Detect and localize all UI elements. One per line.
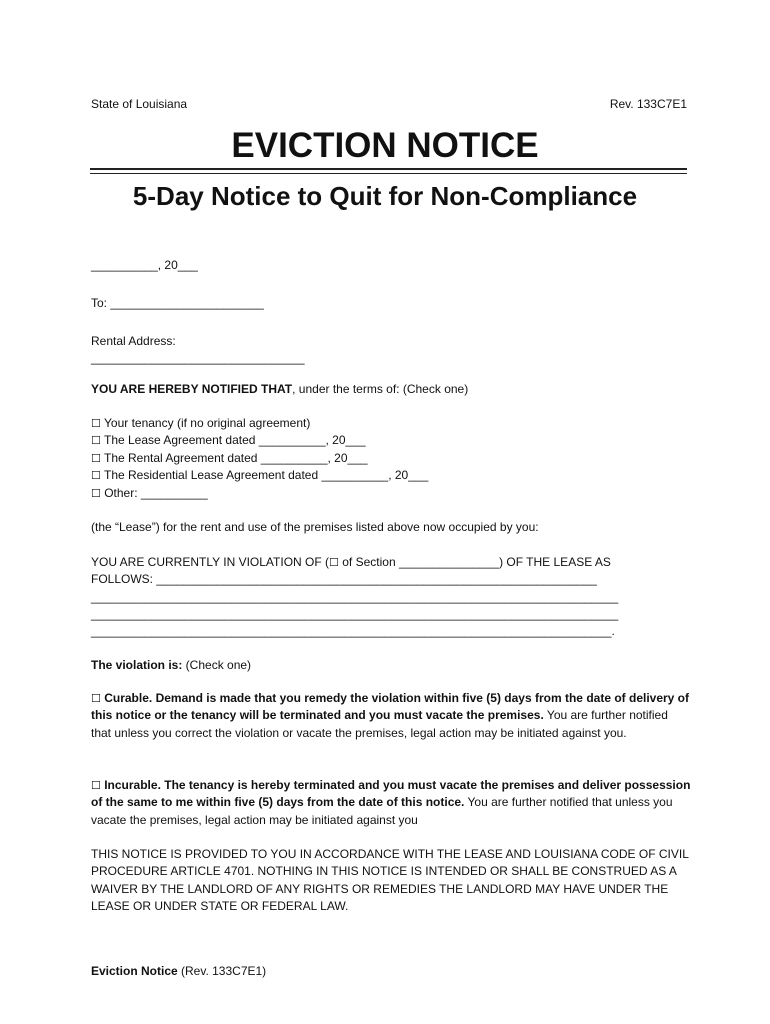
rental-address-blank: ________________________________	[91, 351, 305, 365]
incurable-option	[91, 777, 691, 829]
title-rule-thick	[90, 168, 687, 170]
checkbox-icon[interactable]: ☐	[91, 452, 101, 465]
recipient-line: To: _______________________	[91, 296, 264, 310]
date-line: __________, 20___	[91, 258, 198, 272]
checkbox-icon[interactable]: ☐	[91, 779, 101, 792]
option-label: Other: __________	[104, 486, 208, 500]
checkbox-icon[interactable]: ☐	[91, 434, 101, 447]
incurable-bold: Incurable. The tenancy is hereby terminated and you must vacate the premises and deliver possession of the same to me within five (5) days from the date of this notice.	[91, 778, 691, 810]
checkbox-icon[interactable]: ☐	[91, 692, 101, 705]
checkbox-icon[interactable]: ☐	[329, 556, 339, 569]
option-label: The Rental Agreement dated __________, 20___	[104, 451, 368, 465]
checkbox-icon[interactable]: ☐	[91, 417, 101, 430]
violation-line-4: _______________________________________________________________________________	[91, 607, 619, 621]
rental-address-label: Rental Address:	[91, 334, 176, 348]
option-label: The Lease Agreement dated __________, 20___	[104, 433, 366, 447]
curable-bold: Curable. Demand is made that you remedy the violation within five (5) days from the date of delivery of this notice or the tenancy will be terminated and you must vacate the premises.	[91, 691, 690, 723]
legal-notice: THIS NOTICE IS PROVIDED TO YOU IN ACCORDANCE WITH THE LEASE AND LOUISIANA CODE OF CIVIL PROCEDURE ARTICLE 4701. NOTHING IN THIS NOTICE IS INTENDED OR SHALL BE CONSTRUED AS A WAIVER BY THE LANDLORD OF ANY RIGHTS OR REMEDIES THE LANDLORD MAY HAVE UNDER THE LEASE OR UNDER STATE OR FEDERAL LAW.	[91, 847, 689, 914]
lease-definition: (the “Lease”) for the rent and use of the premises listed above now occupied by you:	[91, 520, 539, 534]
checkbox-icon[interactable]: ☐	[91, 469, 101, 482]
notified-statement	[91, 381, 468, 398]
footer	[91, 963, 266, 980]
option-rental-agreement[interactable]	[91, 450, 368, 467]
document-title: EVICTION NOTICE	[231, 126, 539, 165]
checkbox-icon[interactable]: ☐	[91, 487, 101, 500]
option-tenancy[interactable]	[91, 415, 310, 432]
header-revision: Rev. 133C7E1	[609, 97, 687, 111]
option-lease-agreement[interactable]	[91, 432, 366, 449]
footer-rest: (Rev. 133C7E1)	[177, 964, 267, 978]
header-state: State of Louisiana	[91, 97, 188, 111]
violation-text: of Section _______________) OF THE LEASE AS	[338, 555, 611, 569]
notified-rest: , under the terms of: (Check one)	[292, 382, 469, 396]
violation-type-rest: (Check one)	[182, 658, 252, 672]
footer-bold: Eviction Notice	[91, 964, 178, 978]
curable-rest: You are further notified that unless you correct the violation or vacate the premises, legal action may be initiated against you.	[91, 708, 668, 740]
incurable-rest: You are further notified that unless you vacate the premises, legal action may be initiated against you	[91, 795, 673, 827]
notified-bold: YOU ARE HEREBY NOTIFIED THAT	[91, 382, 293, 396]
violation-line-3: _______________________________________________________________________________	[91, 590, 619, 604]
option-label: The Residential Lease Agreement dated __________, 20___	[104, 468, 429, 482]
curable-option	[91, 690, 691, 742]
title-rule-thin	[90, 173, 687, 174]
violation-text: YOU ARE CURRENTLY IN VIOLATION OF (	[91, 555, 330, 569]
violation-line-5: ______________________________________________________________________________.	[91, 624, 615, 638]
violation-type-heading	[91, 657, 251, 674]
option-label: Your tenancy (if no original agreement)	[104, 416, 311, 430]
document-subtitle: 5-Day Notice to Quit for Non-Compliance	[132, 181, 638, 211]
option-other[interactable]	[91, 485, 208, 502]
violation-line-2: FOLLOWS: __________________________________________________________________	[91, 572, 597, 586]
option-residential-lease[interactable]	[91, 467, 428, 484]
violation-line-1	[91, 554, 611, 571]
violation-type-bold: The violation is:	[91, 658, 183, 672]
